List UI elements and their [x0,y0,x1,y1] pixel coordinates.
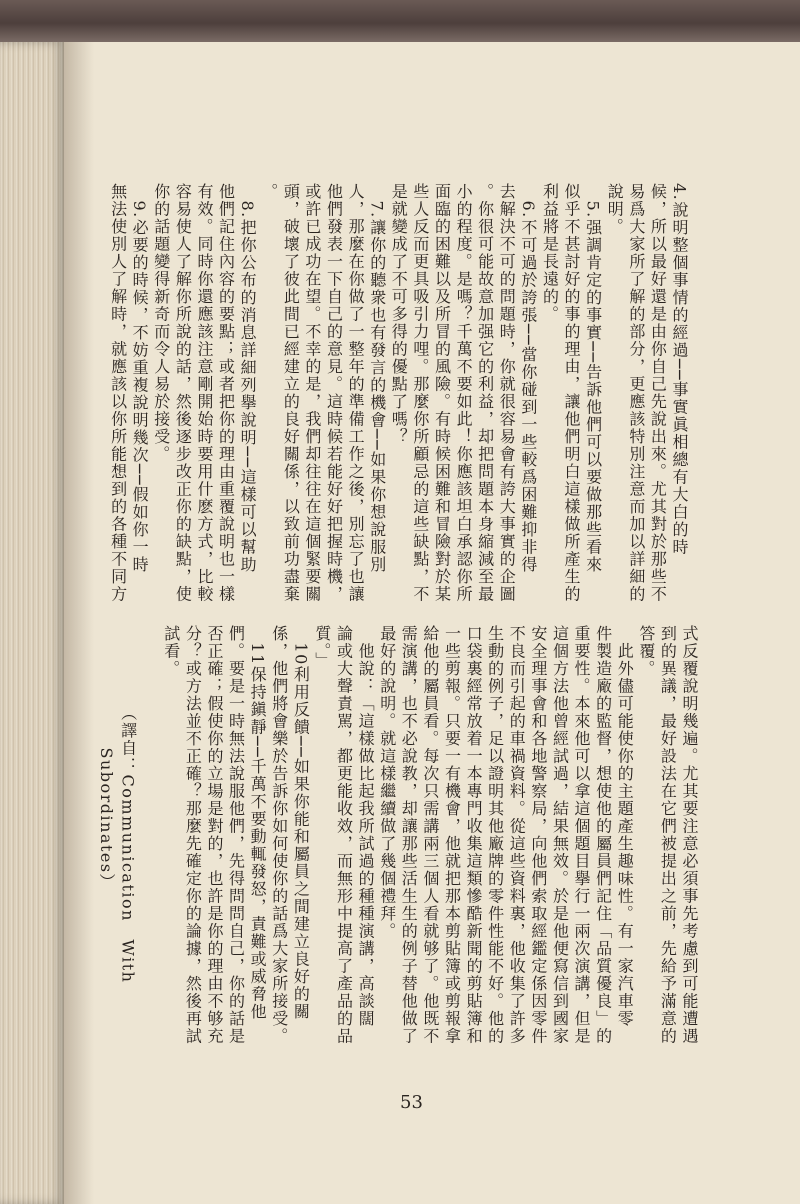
upper-text-block [107,183,690,623]
lower-text-block [95,625,700,1065]
text-line: 人，那麼在你做了一整年的準備工作之後，別忘了也讓 [346,183,366,603]
text-line: 否正確；假使你的立場是對的，也許是你的理由不够充 [204,625,224,1045]
text-line: 一些剪報。只要一有機會，他就把那本剪貼簿或剪報拿 [442,625,462,1045]
text-line: 給他的屬員看。每次只需講兩三個人看就够了。他既不 [420,625,440,1045]
text-line: 。 [259,183,279,201]
text-line: 有效。同時你還應該注意剛開始時要用什麽方式，比較 [194,183,214,603]
text-line: 生動的例子，足以證明其他廠牌的零件性能不好。他的 [485,625,505,1045]
text-line: 7.讓你的聽衆也有發言的機會──如果你想說服別 [367,183,387,574]
text-line: 他們記住內容的要點；或者把你的理由重覆說明也一樣 [216,183,236,603]
text-line: 11保持鎭靜──千萬不要動輒發怒，責難或威脅他 [248,625,268,1021]
text-line: 9.必要的時候，不妨重複說明幾次──假如你一時 [130,183,150,574]
text-line: 說明。 [605,183,625,236]
text-line: 去解決不可的問題時，你就很容易會有誇大事實的企圖 [497,183,517,603]
text-line: 需演講，也不必說教，却讓那些活生生的例子替他做了 [399,625,419,1045]
text-line: 候，所以最好還是由你自己先說出來。尤其對於那些不 [648,183,668,603]
text-line: 5.强調肯定的事實──告訴他們可以要做那些看來 [583,183,603,574]
text-line: 到的異議，最好設法在它們被提出之前，先給予滿意的 [658,625,678,1045]
text-line: 利益將是長遠的。 [540,183,560,323]
text-line: 重要性。本來他可以拿這個題目擧行一兩次演講，但是 [572,625,592,1045]
text-line: 易爲大家所了解的部分，更應該特別注意而加以詳細的 [626,183,646,603]
text-line: 8.把你公布的消息詳細列擧說明──這樣可以幫助 [238,183,258,574]
text-line: 是就變成了不可多得的優點了嗎？ [389,183,409,446]
text-line: 口袋裏經常放着一本專門收集這類慘酷新聞的剪貼簿和 [464,625,484,1045]
book-binding-top [0,0,800,42]
text-line: 他說：「這樣做比起我所試過的種種演講，高談闊 [356,625,376,1028]
text-line: 或許已成功在望。不幸的是，我們却往往在這個緊要關 [302,183,322,603]
text-line: 似乎不甚討好的事的理由，讓他們明白這樣做所產生的 [562,183,582,603]
text-line: 係，他們將會樂於告訴你如何使你的話爲大家所接受。 [269,625,289,1045]
text-line: 。你很可能故意加强它的利益，却把問題本身縮減至最 [475,183,495,603]
text-line: 6.不可過於誇張──當你碰到一些較爲困難抑非得 [518,183,538,574]
text-line: 們。要是一時無法說服他們，先得問問自己，你的話是 [226,625,246,1045]
text-line: 試看。 [161,625,181,678]
text-line: 他們發表一下自己的意見。這時候若能好好把握時機， [324,183,344,603]
text-line: 4.說明整個事情的經過──事實眞相總有大白的時 [670,183,689,557]
book-page-edges [0,42,64,1204]
text-line: 安全理事會和各地警察局，向他們索取經鑑定係因零件 [528,625,548,1045]
text-line: Subordinates） [96,625,116,892]
text-line: 這個方法他曾經試過，結果無效。於是他便寫信到國家 [550,625,570,1045]
text-line: 10利用反饋──如果你能和屬員之間建立良好的關 [291,625,311,1021]
text-line: 論或大聲責駡，都更能收效，而無形中提高了產品的品 [334,625,354,1045]
text-line: 分？或方法並不正確？那麼先確定你的論據，然後再試 [183,625,203,1045]
text-line: 答覆。 [636,625,656,678]
text-line: 小的程度。是嗎？千萬不要如此！你應該坦白承認你所 [454,183,474,603]
text-line: 件製造廠的監督，想使他的屬員們記住「品質優良」的 [593,625,613,1045]
text-line: 最好的說明。就這樣繼續做了幾個禮拜。 [377,625,397,940]
gutter-shadow [64,42,94,1204]
text-line: 頭，破壞了彼此間已經建立的良好關係，以致前功盡棄 [281,183,301,603]
text-line: 容易使人了解你所說的話，然後逐步改正你的缺點，使 [173,183,193,603]
text-line: 無法使別人了解時，就應該以你所能想到的各種不同方 [108,183,128,603]
page-number: 53 [400,1092,423,1113]
text-line: 式反覆說明幾遍。尤其要注意必須事先考慮到可能遭遇 [680,625,699,1045]
text-line: 質。」 [312,625,332,670]
text-line: 不良而引起的車禍資料。從這些資料裏，他收集了許多 [507,625,527,1045]
text-line: 此外儘可能使你的主題產生趣味性。有一家汽車零 [615,625,635,1028]
text-line: 些人反而更具吸引力哩。那麼你所顧忌的這些缺點，不 [410,183,430,603]
text-line: 面臨的困難以及所冒的風險。有時候困難和冒險對於某 [432,183,452,603]
text-line: 你的話題變得新奇而令人易於接受。 [151,183,171,463]
text-line: （譯自：Communication With [118,625,138,984]
